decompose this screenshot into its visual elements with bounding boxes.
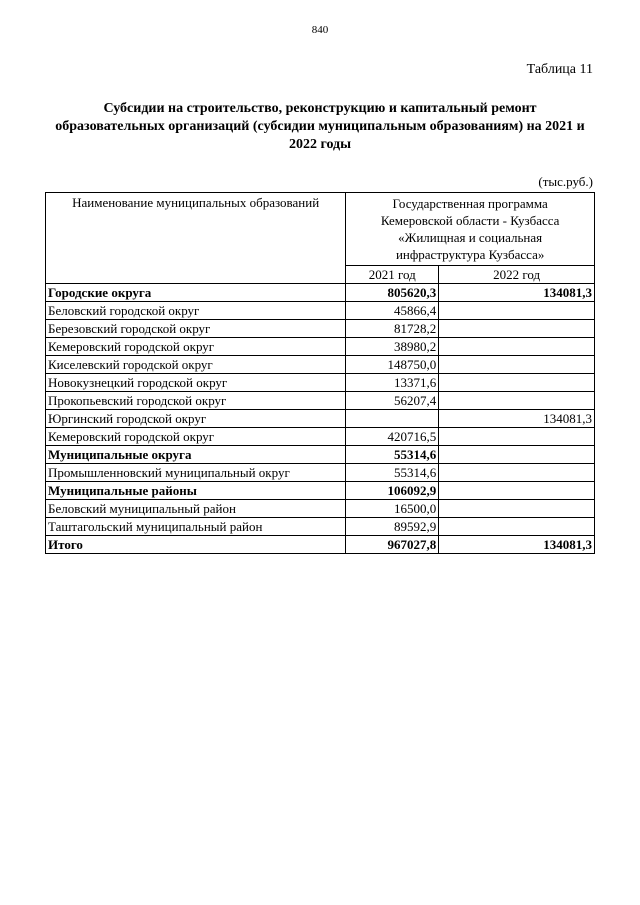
row-name-cell: Беловский муниципальный район (46, 500, 346, 518)
table-row (46, 482, 595, 500)
table-row (46, 446, 595, 464)
title-line-1: Субсидии на строительство, реконструкцию и капитальный ремонт (103, 101, 537, 116)
row-value-2022: 134081,3 (439, 536, 595, 554)
table-row (46, 338, 595, 356)
table-row (46, 374, 595, 392)
row-name-cell: Новокузнецкий городской округ (46, 374, 346, 392)
column-header-2021: 2021 год (346, 266, 439, 284)
program-header-line-1: Государственная программа (392, 196, 548, 211)
row-name-cell: Прокопьевский городской округ (46, 392, 346, 410)
table-row (46, 356, 595, 374)
row-name-cell: Промышленновский муниципальный округ (46, 464, 346, 482)
row-value-2022 (439, 338, 595, 356)
row-name-cell: Кемеровский городской округ (46, 428, 346, 446)
row-value-2021: 56207,4 (346, 392, 439, 410)
row-value-2022 (439, 356, 595, 374)
row-name-cell: Юргинский городской округ (46, 410, 346, 428)
table-row (46, 428, 595, 446)
row-value-2021: 420716,5 (346, 428, 439, 446)
row-value-2021: 81728,2 (346, 320, 439, 338)
program-header-line-4: инфраструктура Кузбасса» (395, 247, 545, 262)
column-header-2022: 2022 год (439, 266, 595, 284)
row-value-2021: 967027,8 (346, 536, 439, 554)
row-value-2022: 134081,3 (439, 410, 595, 428)
row-value-2022 (439, 428, 595, 446)
subsidies-table (45, 192, 595, 554)
row-value-2021: 13371,6 (346, 374, 439, 392)
row-name-cell: Березовский городской округ (46, 320, 346, 338)
row-name-cell: Беловский городской округ (46, 302, 346, 320)
row-name-cell: Муниципальные районы (46, 482, 346, 500)
row-name-cell: Таштагольский муниципальный район (46, 518, 346, 536)
table-row (46, 536, 595, 554)
table-row (46, 320, 595, 338)
column-header-name: Наименование муниципальных образований (46, 193, 346, 284)
table-row (46, 518, 595, 536)
program-header-line-3: «Жилищная и социальная (398, 230, 543, 245)
row-value-2021: 55314,6 (346, 446, 439, 464)
table-row (46, 500, 595, 518)
table-row (46, 284, 595, 302)
row-value-2021: 16500,0 (346, 500, 439, 518)
row-value-2021: 148750,0 (346, 356, 439, 374)
row-value-2022 (439, 500, 595, 518)
row-value-2022: 134081,3 (439, 284, 595, 302)
row-name-cell: Итого (46, 536, 346, 554)
row-value-2022 (439, 302, 595, 320)
title-line-2: образовательных организаций (субсидии муниципальным образованиям) на 2021 и (55, 119, 585, 134)
row-value-2021: 38980,2 (346, 338, 439, 356)
row-value-2022 (439, 446, 595, 464)
row-name-cell: Городские округа (46, 284, 346, 302)
row-name-cell: Кемеровский городской округ (46, 338, 346, 356)
row-value-2022 (439, 464, 595, 482)
row-name-cell: Киселевский городской округ (46, 356, 346, 374)
table-row (46, 392, 595, 410)
row-value-2022 (439, 518, 595, 536)
row-value-2022 (439, 374, 595, 392)
row-value-2021: 89592,9 (346, 518, 439, 536)
row-value-2022 (439, 392, 595, 410)
program-header-line-2: Кемеровской области - Кузбасса (380, 213, 560, 228)
row-value-2022 (439, 320, 595, 338)
row-value-2021 (346, 410, 439, 428)
row-value-2021: 55314,6 (346, 464, 439, 482)
row-value-2021: 805620,3 (346, 284, 439, 302)
row-value-2021: 45866,4 (346, 302, 439, 320)
row-value-2022 (439, 482, 595, 500)
row-name-cell: Муниципальные округа (46, 446, 346, 464)
unit-label: (тыс.руб.) (538, 174, 593, 189)
page-number: 840 (311, 24, 329, 36)
document-title (40, 100, 600, 154)
title-line-3: 2022 годы (288, 137, 352, 152)
table-row (46, 302, 595, 320)
table-row (46, 464, 595, 482)
column-header-program (346, 193, 595, 266)
table-label: Таблица 11 (526, 62, 593, 77)
table-row (46, 410, 595, 428)
row-value-2021: 106092,9 (346, 482, 439, 500)
